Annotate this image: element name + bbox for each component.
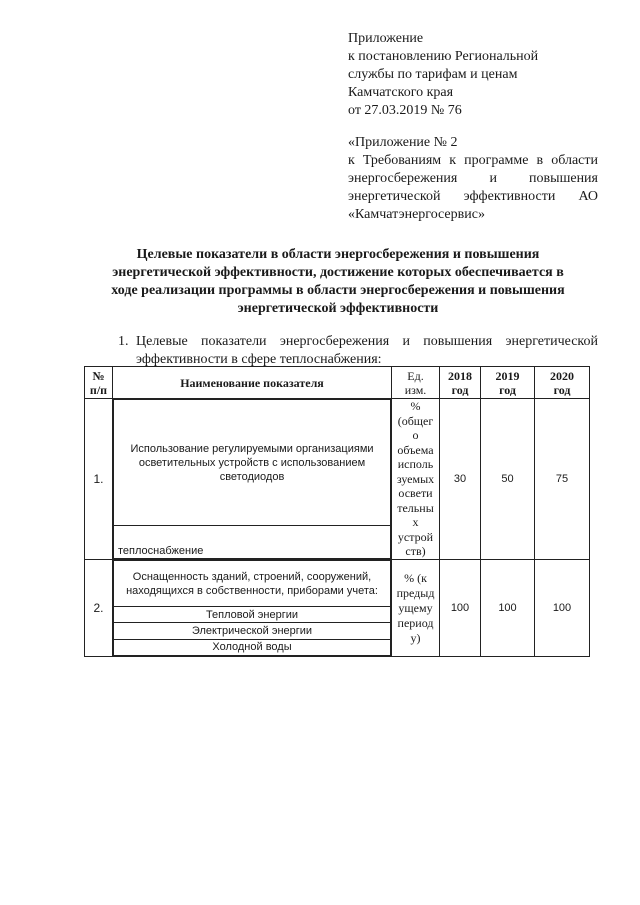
row1-name: Использование регулируемыми организациями осветительных устройств с использованием светодиодов [114,400,391,526]
row2-value-2018: 100 [440,560,481,657]
appendix-line: Камчатского края [348,85,454,100]
row2-name: Оснащенность зданий, строений, сооружений, находящихся в собственности, приборами учета: [114,561,391,607]
header-num-line2: п/п [89,382,108,397]
header-num [85,367,113,399]
row1-unit-line: устрой [397,529,434,544]
appendix-header [348,30,598,120]
document-title [78,246,598,318]
appendix-line: Приложение [348,31,424,46]
appendix2-line: «Камчатэнергосервис» [348,207,485,222]
appendix2-line: энергосбережения и повышения [348,171,598,186]
header-2019-line1: 2019 [495,368,520,383]
indicators-table [84,366,590,657]
appendix2-line: «Приложение № 2 [348,135,458,150]
row2-sub-row [114,623,391,639]
appendix2-line: к Требованиям к программе в области [348,153,598,168]
row1-unit-line: объема [397,442,434,457]
title-line: энергетической эффективности [237,301,439,316]
header-2020 [535,367,590,399]
header-2018-line2: год [451,382,469,397]
row2-sub-row [114,639,391,655]
row2-unit-line: период [397,615,434,630]
section-text-line2: эффективности в сфере теплоснабжения: [136,352,382,367]
row1-unit-line: (общег [397,413,434,428]
header-2019-line2: год [499,382,516,397]
header-unit-line2: изм. [404,382,427,397]
header-2020-line1: 2020 [550,368,574,383]
table-row [85,399,590,560]
row1-value-2019: 50 [481,399,535,560]
row1-value-2020: 75 [535,399,590,560]
row2-name-main-row [114,561,391,607]
row1-unit-line: % [410,399,421,414]
header-2020-line2: год [553,382,571,397]
table-row [85,560,590,657]
header-unit [392,367,440,399]
row1-name-main-row [114,400,391,526]
row1-unit-line: освети [398,486,433,501]
row1-unit-line: тельны [397,500,434,515]
row1-unit [392,399,440,560]
appendix-line: от 27.03.2019 № 76 [348,103,462,118]
row1-sub-row [114,526,391,559]
section-number: 1. [118,334,129,349]
row2-unit-line: ущему [398,600,433,615]
row2-unit-line: % (к [404,570,427,585]
row1-num: 1. [85,399,113,560]
header-2018-line1: 2018 [448,368,472,383]
row1-unit-line: х [412,515,419,530]
header-unit-line1: Ед. [407,368,424,383]
header-num-line1: № [92,368,105,383]
row1-unit-line: ств) [405,544,426,559]
row1-unit-line: о [412,428,419,443]
row1-name-cell [113,399,392,560]
row2-unit [392,560,440,657]
table-header-row [85,367,590,399]
row2-name-inner [113,560,391,656]
row2-subitem: Холодной воды [114,639,391,655]
row1-unit-line: исполь [397,457,434,472]
header-2019 [481,367,535,399]
row1-unit-line: зуемых [396,471,435,486]
row2-subitem: Электрической энергии [114,623,391,639]
header-name: Наименование показателя [113,367,392,399]
title-line: энергетической эффективности, достижение которых обеспечивается в [112,265,564,280]
title-line: Целевые показатели в области энергосбережения и повышения [136,247,540,262]
title-line: ходе реализации программы в области энергосбережения и повышения [111,283,565,298]
row2-unit-line: у) [410,630,421,645]
row2-sub-row [114,607,391,623]
appendix-line: к постановлению Региональной [348,49,539,64]
row2-name-cell [113,560,392,657]
row1-value-2018: 30 [440,399,481,560]
header-2018 [440,367,481,399]
section-text-line1: Целевые показатели энергосбережения и повышения энергетической [136,334,598,349]
appendix2-line: энергетической эффективности АО [348,189,598,204]
row1-subname: теплоснабжение [114,526,391,559]
row2-value-2020: 100 [535,560,590,657]
row1-name-inner [113,399,391,559]
row2-num: 2. [85,560,113,657]
appendix2-header [348,134,598,224]
appendix-line: службы по тарифам и ценам [348,67,518,82]
row2-value-2019: 100 [481,560,535,657]
row2-subitem: Тепловой энергии [114,607,391,623]
row2-unit-line: предыд [396,585,435,600]
